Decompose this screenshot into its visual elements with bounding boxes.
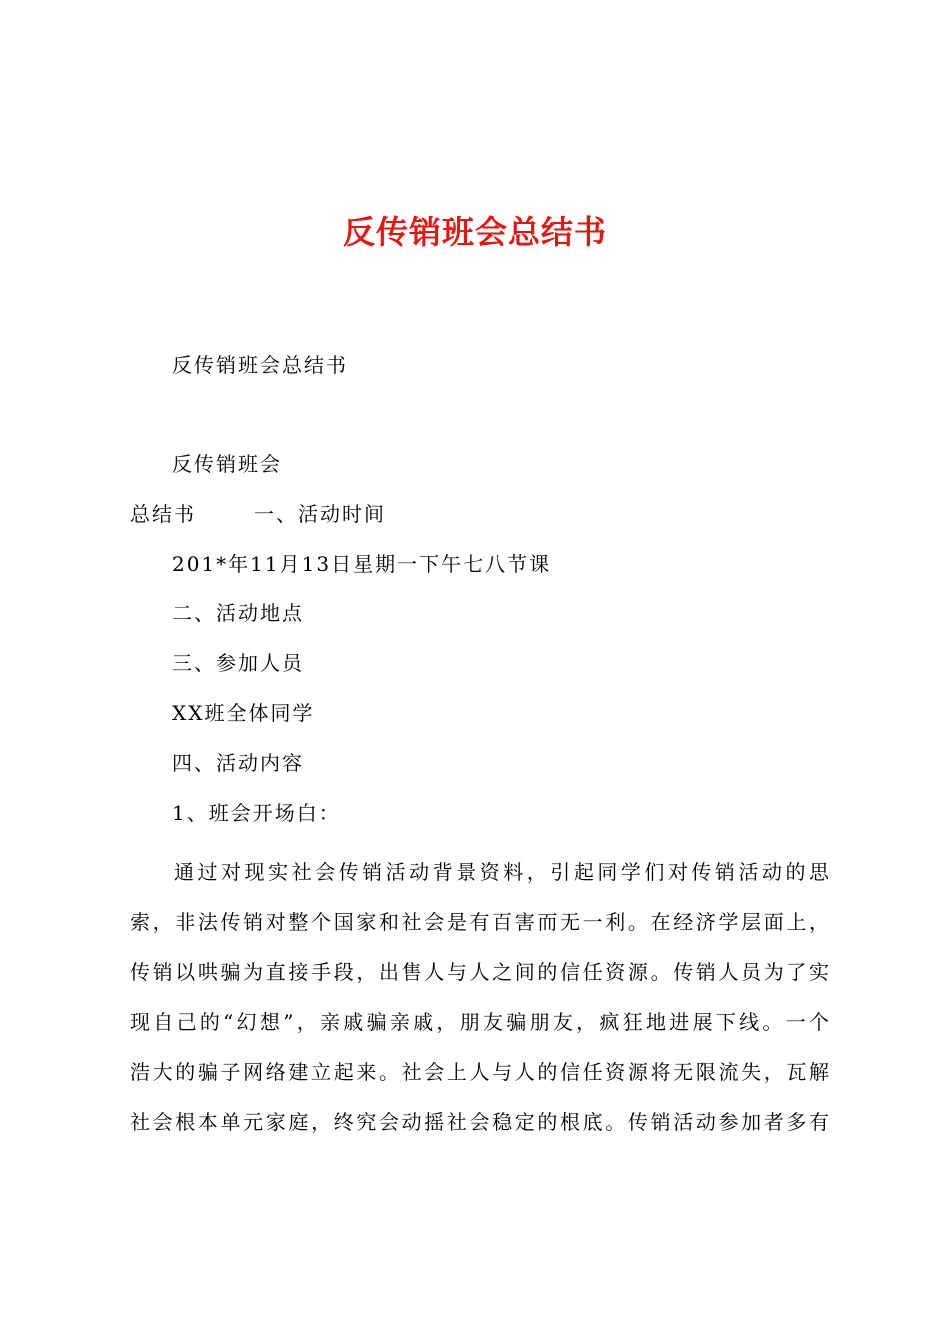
paragraph-line: 浩大的骗子网络建立起来。社会上人与人的信任资源将无限流失，瓦解 <box>130 1060 830 1084</box>
paragraph-line: 通过对现实社会传销活动背景资料，引起同学们对传销活动的思 <box>174 860 830 884</box>
item-1-heading: 1、班会开场白： <box>172 801 341 825</box>
heading-line: 反传销班会 <box>172 452 282 476</box>
heading-continuation-start: 总结书 <box>130 502 196 526</box>
section-1-heading: 一、活动时间 <box>254 502 386 526</box>
section-2-heading: 二、活动地点 <box>172 601 304 625</box>
paragraph-line: 传销以哄骗为直接手段，出售人与人之间的信任资源。传销人员为了实 <box>130 960 830 984</box>
paragraph-line: 现自己的“幻想”，亲戚骗亲戚，朋友骗朋友，疯狂地进展下线。一个 <box>130 1010 830 1034</box>
body-paragraph <box>130 847 830 1147</box>
heading-continuation <box>130 499 386 529</box>
section-4-heading: 四、活动内容 <box>172 751 304 775</box>
activity-time: 201*年11月13日星期一下午七八节课 <box>172 552 552 576</box>
paragraph-line: 索，非法传销对整个国家和社会是有百害而无一利。在经济学层面上， <box>130 910 830 934</box>
participants: XX班全体同学 <box>172 701 315 725</box>
document-title: 反传销班会总结书 <box>342 213 607 251</box>
document-subtitle: 反传销班会总结书 <box>172 353 348 377</box>
section-3-heading: 三、参加人员 <box>172 651 304 675</box>
paragraph-line: 社会根本单元家庭，终究会动摇社会稳定的根底。传销活动参加者多有 <box>130 1110 830 1134</box>
